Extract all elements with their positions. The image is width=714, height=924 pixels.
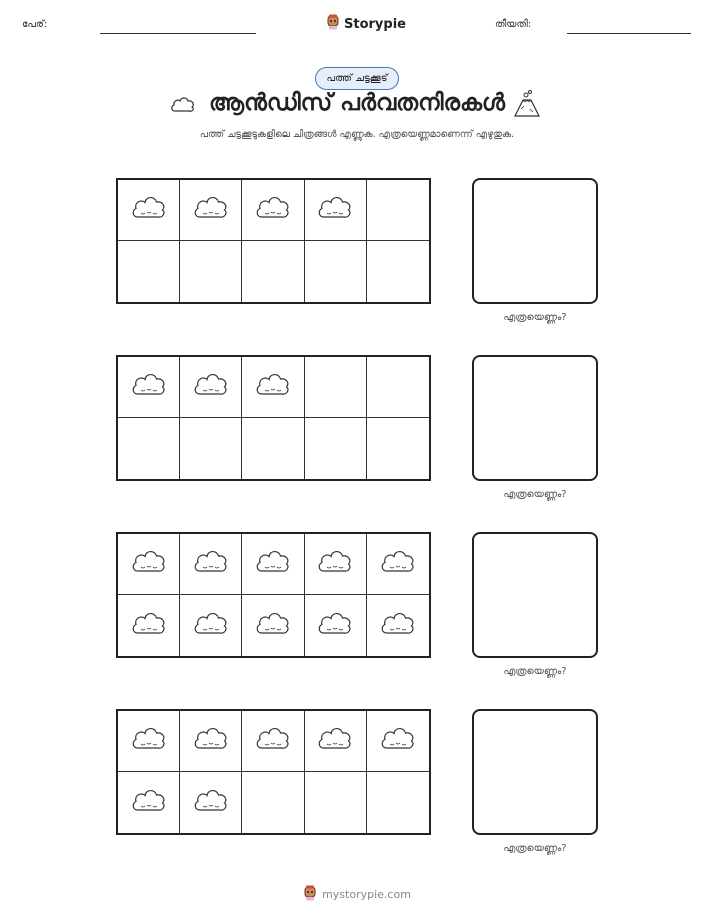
- page-title: ആൻഡിസ് പർവതനിരകൾ: [208, 90, 505, 116]
- cloud-icon: [192, 724, 230, 758]
- ten-frame-3: [116, 532, 431, 658]
- frame-cell: [180, 241, 242, 302]
- frame-cell: [305, 241, 367, 302]
- frame-cell: [367, 595, 429, 656]
- frame-cell: [180, 711, 242, 772]
- frame-cell: [180, 534, 242, 595]
- cloud-icon: [316, 609, 354, 643]
- worksheet-type-pill: പത്ത് ചട്ടക്കൂട്: [315, 67, 398, 90]
- cloud-icon: [192, 193, 230, 227]
- cloud-icon: [254, 609, 292, 643]
- frame-cell: [242, 241, 304, 302]
- name-line[interactable]: [100, 33, 256, 34]
- frame-cell: [305, 772, 367, 833]
- cloud-icon: [379, 609, 417, 643]
- cloud-icon: [254, 370, 292, 404]
- frame-cell: [242, 595, 304, 656]
- frame-cell: [367, 711, 429, 772]
- frame-cell: [305, 180, 367, 241]
- frame-cell: [367, 418, 429, 479]
- frame-cell: [367, 357, 429, 418]
- cloud-icon: [254, 547, 292, 581]
- cloud-icon: [254, 193, 292, 227]
- cloud-icon: [130, 786, 168, 820]
- cloud-icon: [379, 547, 417, 581]
- instructions: പത്ത് ചട്ടക്കൂടുകളിലെ ചിത്രങ്ങൾ എണ്ണുക. എത്രയെണ്ണമാണെന്ന് എഴുതുക.: [199, 129, 515, 140]
- cloud-icon: [192, 786, 230, 820]
- frame-cell: [305, 595, 367, 656]
- ten-frame-1: [116, 178, 431, 304]
- cloud-icon: [130, 547, 168, 581]
- question-label-2: എത്രയെണ്ണം?: [503, 489, 567, 500]
- answer-box-3[interactable]: [472, 532, 598, 658]
- frame-cell: [305, 711, 367, 772]
- cloud-icon: [130, 609, 168, 643]
- frame-cell: [118, 180, 180, 241]
- frame-cell: [367, 241, 429, 302]
- frame-cell: [367, 534, 429, 595]
- cloud-icon: [316, 724, 354, 758]
- cloud-icon: [254, 724, 292, 758]
- ten-frame-4: [116, 709, 431, 835]
- storypie-logo: [326, 14, 406, 34]
- frame-cell: [242, 711, 304, 772]
- cloud-icon: [192, 609, 230, 643]
- date-label: തീയതി:: [495, 19, 532, 30]
- frame-cell: [118, 595, 180, 656]
- frame-cell: [305, 418, 367, 479]
- date-line[interactable]: [567, 33, 691, 34]
- frame-cell: [118, 711, 180, 772]
- frame-cell: [118, 418, 180, 479]
- frame-cell: [180, 418, 242, 479]
- frame-cell: [242, 772, 304, 833]
- question-label-3: എത്രയെണ്ണം?: [503, 666, 567, 677]
- frame-cell: [180, 357, 242, 418]
- cloud-icon: [316, 547, 354, 581]
- frame-cell: [118, 241, 180, 302]
- footer: [303, 885, 411, 904]
- volcano-icon: [512, 89, 542, 123]
- frame-cell: [242, 357, 304, 418]
- frame-cell: [180, 180, 242, 241]
- frame-cell: [305, 534, 367, 595]
- frame-cell: [367, 772, 429, 833]
- answer-box-4[interactable]: [472, 709, 598, 835]
- frame-cell: [118, 534, 180, 595]
- cloud-icon: [130, 370, 168, 404]
- storypie-mascot-icon: [303, 885, 317, 904]
- ten-frame-2: [116, 355, 431, 481]
- footer-url: mystorypie.com: [322, 888, 411, 901]
- cloud-icon: [192, 370, 230, 404]
- frame-cell: [242, 180, 304, 241]
- cloud-icon: [130, 724, 168, 758]
- cloud-icon: [130, 193, 168, 227]
- frame-cell: [367, 180, 429, 241]
- cloud-icon: [192, 547, 230, 581]
- logo-text: Storypie: [344, 16, 406, 32]
- cloud-icon: [379, 724, 417, 758]
- frame-cell: [242, 534, 304, 595]
- answer-box-1[interactable]: [472, 178, 598, 304]
- name-label: പേര്:: [22, 19, 48, 30]
- frame-cell: [180, 772, 242, 833]
- frame-cell: [305, 357, 367, 418]
- answer-box-2[interactable]: [472, 355, 598, 481]
- frame-cell: [242, 418, 304, 479]
- question-label-1: എത്രയെണ്ണം?: [503, 312, 567, 323]
- frame-cell: [180, 595, 242, 656]
- storypie-mascot-icon: [326, 14, 340, 34]
- frame-cell: [118, 772, 180, 833]
- frame-cell: [118, 357, 180, 418]
- cloud-icon: [316, 193, 354, 227]
- question-label-4: എത്രയെണ്ണം?: [503, 843, 567, 854]
